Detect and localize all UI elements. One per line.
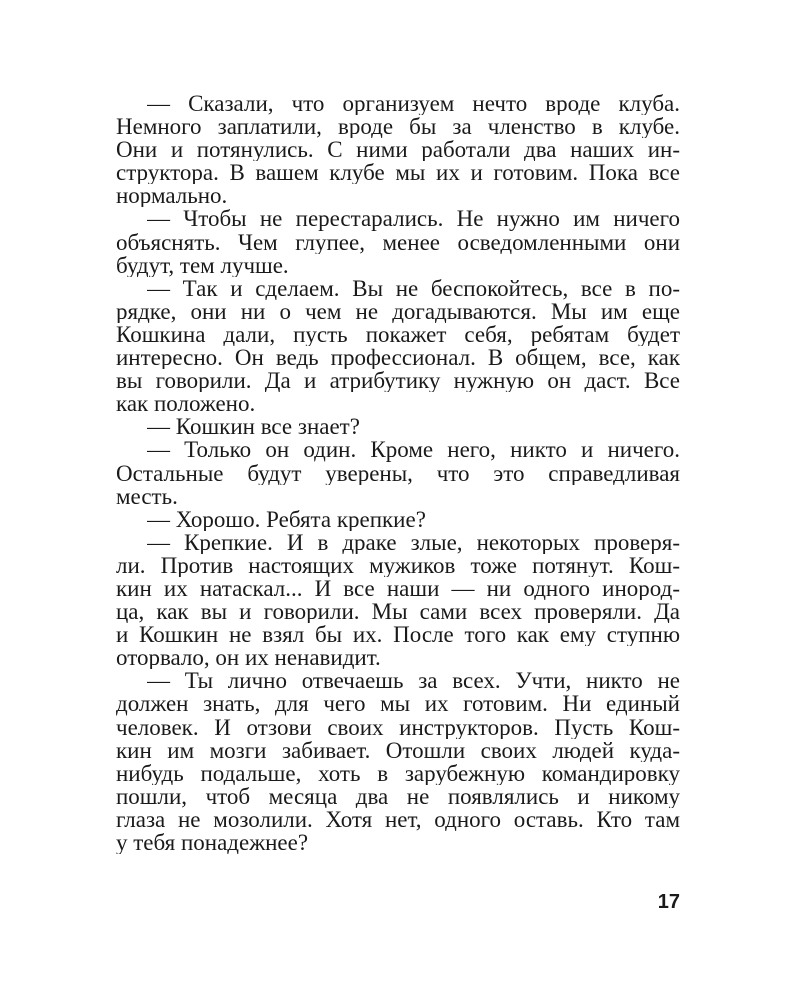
text-line: — Чтобы не перестарались. Не нужно им ничего (147, 207, 680, 231)
text-line: — Кошкин все знает? (147, 415, 360, 439)
text-line: — Только он один. Кроме него, никто и ничего. (147, 438, 680, 462)
text-line: Остальные будут уверены, что это справедливая (116, 461, 680, 485)
text-line: пошли, чтоб месяца два не появлялись и никому (116, 784, 680, 808)
text-line: глаза не мозолили. Хотя нет, одного оставь. Кто там (116, 807, 680, 831)
text-line: как положено. (116, 392, 256, 416)
body-text (116, 92, 680, 854)
text-line: должен знать, для чего мы их готовим. Ни единый (116, 692, 680, 716)
text-line: структора. В вашем клубе мы их и готовим. Пока все (116, 161, 680, 185)
text-line: нормально. (116, 184, 228, 208)
text-line: объяснять. Чем глупее, менее осведомленными они (116, 230, 680, 254)
text-line: — Сказали, что организуем нечто вроде клуба. (147, 92, 680, 116)
text-line: Немного заплатили, вроде бы за членство в клубе. (116, 115, 680, 139)
text-line: — Ты лично отвечаешь за всех. Учти, никто не (147, 669, 680, 693)
text-line: интересно. Он ведь профессионал. В общем, все, как (116, 346, 680, 370)
text-line: человек. И отзови своих инструкторов. Пусть Кош- (116, 715, 680, 739)
text-line: Они и потянулись. С ними работали два наших ин- (116, 138, 680, 162)
text-line: кин их натаскал... И все наши — ни одного инород- (116, 576, 680, 601)
text-line: рядке, они ни о чем не догадываются. Мы им еще (116, 299, 680, 323)
text-line: ца, как вы и говорили. Мы сами всех проверяли. Да (116, 600, 680, 624)
text-line: оторвало, он их ненавидит. (116, 646, 381, 670)
text-line: месть. (116, 484, 178, 508)
text-line: ли. Против настоящих мужиков тоже потянут. Кош- (116, 553, 680, 577)
text-line: Кошкина дали, пусть покажет себя, ребятам будет (116, 322, 680, 347)
text-line: нибудь подальше, хоть в зарубежную командировку (116, 761, 680, 785)
text-line: — Хорошо. Ребята крепкие? (147, 507, 426, 531)
text-line: — Крепкие. И в драке злые, некоторых проверя- (147, 530, 680, 554)
text-line: будут, тем лучше. (116, 253, 289, 277)
page-number: 17 (657, 891, 680, 913)
text-line: вы говорили. Да и атрибутику нужную он даст. Все (116, 369, 680, 393)
text-line: и Кошкин не взял бы их. После того как ему ступню (116, 623, 680, 647)
text-line: — Так и сделаем. Вы не беспокойтесь, все в по- (147, 276, 680, 300)
text-line: у тебя понадежнее? (116, 831, 309, 855)
text-line: кин им мозги забивает. Отошли своих людей куда- (116, 738, 680, 762)
